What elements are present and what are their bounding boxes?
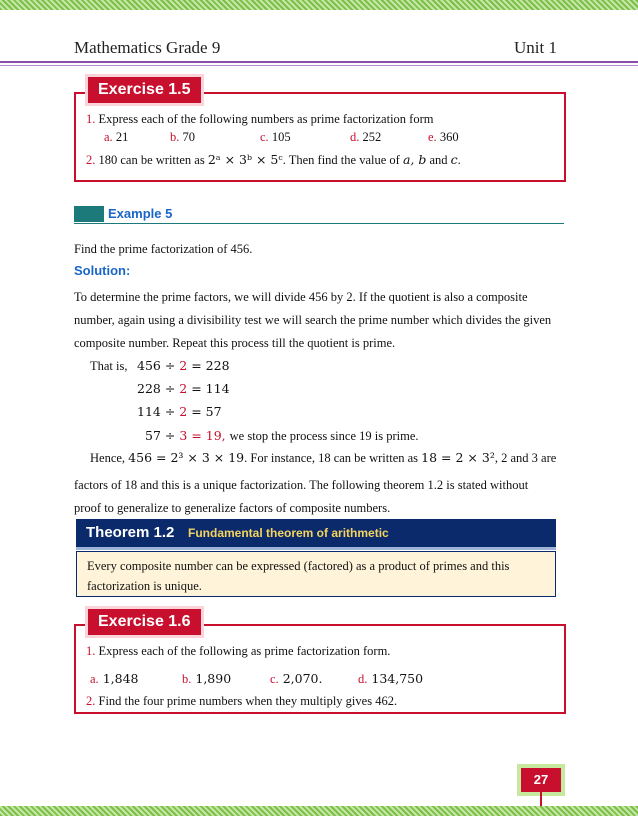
hence-math: 456 = 2³ × 3 × 19 bbox=[128, 450, 245, 465]
theorem-title: Fundamental theorem of arithmetic bbox=[188, 526, 389, 540]
hence-word: Hence, bbox=[90, 451, 126, 465]
q2-var-c: c bbox=[450, 152, 458, 167]
step-lhs: 57 ÷ bbox=[145, 428, 176, 443]
item-value: 252 bbox=[362, 130, 382, 144]
q2-text: 180 can be written as bbox=[98, 153, 205, 167]
q1-number: 1. bbox=[86, 112, 96, 126]
step-rhs: = 114 bbox=[191, 381, 230, 396]
exercise-1-6-box bbox=[74, 624, 566, 714]
q2-number: 2. bbox=[86, 153, 96, 167]
exercise-1-5-tab: Exercise 1.5 bbox=[88, 77, 201, 103]
item-label: c. bbox=[270, 672, 279, 686]
exercise-1-6-q1 bbox=[86, 644, 390, 659]
item-label: c. bbox=[260, 130, 269, 144]
item-label: a. bbox=[90, 672, 99, 686]
exercise-1-6-tab: Exercise 1.6 bbox=[88, 609, 201, 635]
item-label: b. bbox=[170, 130, 180, 144]
step-lhs: 228 ÷ bbox=[137, 381, 176, 396]
step-divisor: 2 bbox=[179, 381, 188, 396]
theorem-text bbox=[87, 556, 509, 596]
item-value: 1,890 bbox=[195, 671, 232, 686]
theorem-body bbox=[76, 551, 556, 597]
step-lhs: 456 ÷ bbox=[137, 358, 176, 373]
q2-and: and bbox=[429, 153, 448, 167]
step-rhs: = 57 bbox=[191, 404, 222, 419]
exercise-1-6-q1-items bbox=[90, 670, 530, 688]
step-tail: we stop the process since 19 is prime. bbox=[229, 429, 419, 443]
page-number: 27 bbox=[521, 768, 561, 792]
item-value: 2,070. bbox=[282, 671, 323, 686]
step-divisor: 2 bbox=[179, 404, 188, 419]
q2-math: 2ᵃ × 3ᵇ × 5ᶜ bbox=[207, 152, 283, 167]
bottom-decorative-stripe bbox=[0, 806, 638, 816]
paragraph-line: number, again using a divisibility test we will search the prime number which divides the given bbox=[74, 313, 552, 327]
step-divisor: 3 bbox=[179, 428, 188, 443]
hence-math-2: 18 = 2 × 3² bbox=[421, 450, 495, 465]
item-value: 360 bbox=[439, 130, 459, 144]
solution-label: Solution: bbox=[74, 263, 131, 278]
theorem-line: Every composite number can be expressed (factored) as a product of primes and this bbox=[87, 559, 510, 573]
division-step bbox=[145, 427, 419, 445]
exercise-1-5-box bbox=[74, 92, 566, 182]
q1-text: Express each of the following as prime factorization form. bbox=[98, 644, 391, 658]
paragraph-line: composite number. Repeat this process till the quotient is prime. bbox=[74, 336, 396, 350]
division-step bbox=[137, 381, 230, 396]
item-label: e. bbox=[428, 130, 437, 144]
header-rule-thin bbox=[0, 65, 638, 66]
step-rhs: = 228 bbox=[191, 358, 230, 373]
header-rule bbox=[0, 61, 638, 63]
item-label: d. bbox=[350, 130, 360, 144]
example-prompt: Find the prime factorization of 456. bbox=[74, 242, 253, 256]
paragraph-line: To determine the prime factors, we will divide 456 by 2. If the quotient is also a composite bbox=[74, 290, 528, 304]
theorem-header bbox=[76, 519, 556, 547]
hence-text-2: , 2 and 3 are bbox=[494, 451, 557, 465]
step-prefix: That is, bbox=[90, 359, 128, 373]
page-number-stem bbox=[540, 792, 542, 806]
item-label: a. bbox=[104, 130, 113, 144]
header-unit: Unit 1 bbox=[514, 38, 557, 57]
example-marker bbox=[74, 206, 104, 222]
theorem-line: factorization is unique. bbox=[87, 579, 202, 593]
paragraph-line: proof to generalize to generalize factors of composite numbers. bbox=[74, 501, 391, 515]
q2-number: 2. bbox=[86, 694, 96, 708]
step-rhs: = 19, bbox=[191, 428, 226, 443]
exercise-1-6-q2 bbox=[86, 694, 397, 709]
q2-text: Find the four prime numbers when they multiply gives 462. bbox=[98, 694, 398, 708]
q2-end: . bbox=[457, 153, 461, 167]
paragraph-line: factors of 18 and this is a unique factorization. The following theorem 1.2 is stated without bbox=[74, 478, 529, 492]
step-lhs: 114 ÷ bbox=[137, 404, 176, 419]
item-label: b. bbox=[182, 672, 192, 686]
theorem-label: Theorem 1.2 bbox=[86, 524, 175, 541]
header-subject: Mathematics Grade 9 bbox=[74, 38, 221, 57]
item-value: 105 bbox=[271, 130, 291, 144]
exercise-1-5-q2 bbox=[86, 152, 461, 168]
hence-text: . For instance, 18 can be written as bbox=[244, 451, 419, 465]
top-decorative-stripe bbox=[0, 0, 638, 10]
q2-vars: a, b bbox=[402, 152, 427, 167]
step-divisor: 2 bbox=[179, 358, 188, 373]
item-value: 1,848 bbox=[102, 671, 139, 686]
hence-line bbox=[90, 450, 556, 466]
q2-text-2: . Then find the value of bbox=[282, 153, 400, 167]
item-value: 21 bbox=[115, 130, 129, 144]
solution-paragraph bbox=[74, 286, 566, 355]
q1-text: Express each of the following numbers as prime factorization form bbox=[98, 112, 434, 126]
division-step bbox=[137, 404, 222, 419]
exercise-1-5-q1 bbox=[86, 112, 433, 127]
example-rule bbox=[74, 223, 564, 224]
example-label: Example 5 bbox=[108, 206, 173, 221]
item-label: d. bbox=[358, 672, 368, 686]
item-value: 134,750 bbox=[371, 671, 424, 686]
item-value: 70 bbox=[182, 130, 195, 144]
paragraph-2 bbox=[74, 474, 528, 520]
division-step bbox=[137, 358, 230, 373]
q1-number: 1. bbox=[86, 644, 96, 658]
